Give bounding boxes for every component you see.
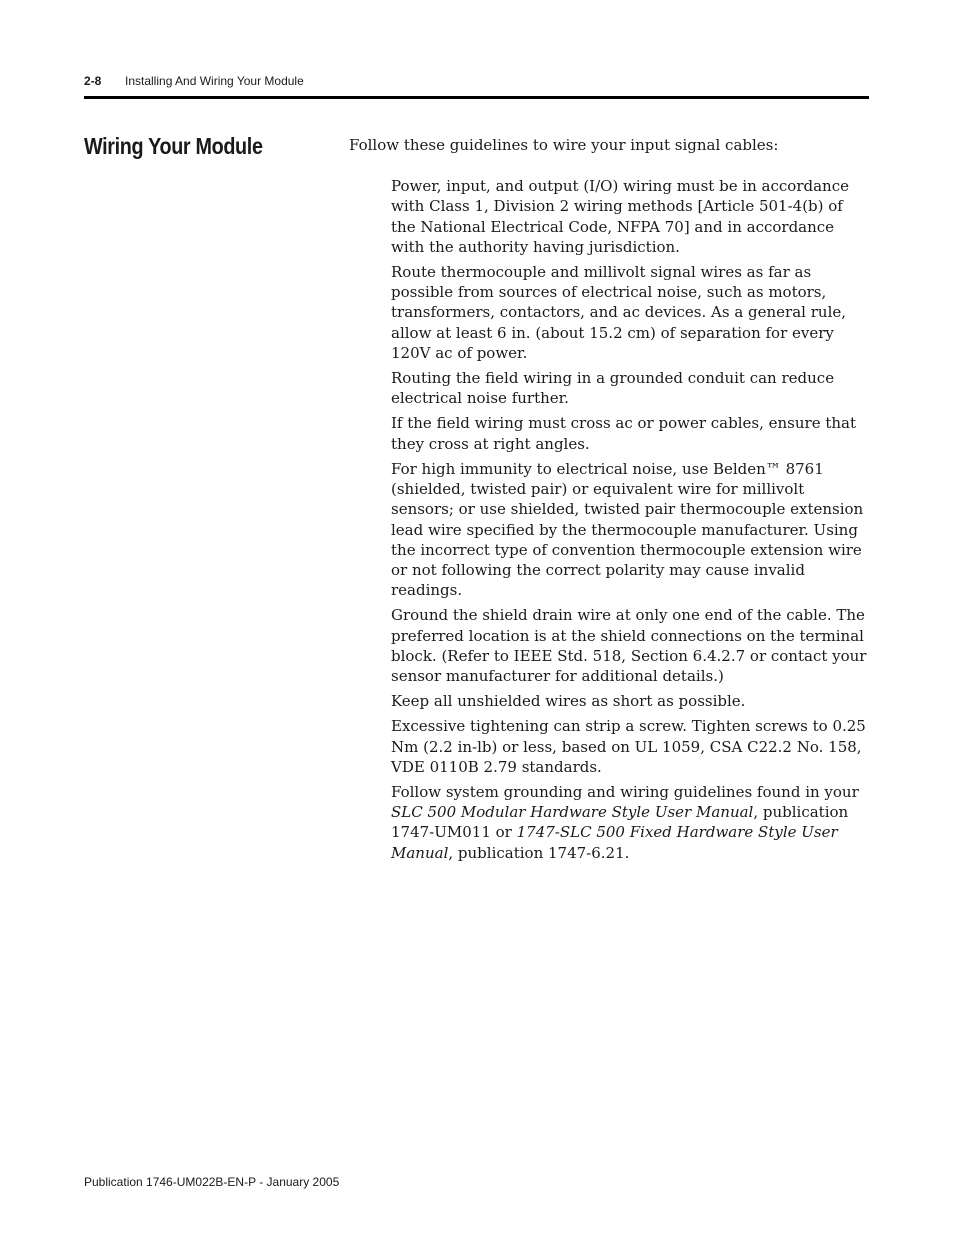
guideline-text: , publication 1747-6.21. bbox=[448, 843, 630, 862]
guideline-item: If the field wiring must cross ac or power cables, ensure that they cross at right angles. bbox=[391, 414, 856, 453]
guideline-item: For high immunity to electrical noise, use Belden™ 8761 (shielded, twisted pair) or equivalent wire for millivolt sensors; or use shielded, twisted pair thermocouple extension lead wire specified by the thermocouple manufacturer. Using the incorrect type of convention thermocouple extension wire or not following the correct polarity may cause invalid readings. bbox=[391, 459, 864, 600]
page-number: 2-8 bbox=[84, 74, 102, 88]
guideline-list bbox=[391, 176, 869, 868]
running-header bbox=[84, 74, 304, 88]
section-title: Wiring Your Module bbox=[84, 133, 263, 159]
header-rule bbox=[84, 96, 869, 99]
guideline-item-manuals bbox=[391, 782, 869, 863]
section-intro: Follow these guidelines to wire your input signal cables: bbox=[349, 136, 779, 154]
guideline-item: Routing the field wiring in a grounded conduit can reduce electrical noise further. bbox=[391, 369, 835, 408]
publication-footer: Publication 1746-UM022B-EN-P - January 2005 bbox=[84, 1175, 340, 1189]
guideline-item: Ground the shield drain wire at only one end of the cable. The preferred location is at the shield connections on the terminal block. (Refer to IEEE Std. 518, Section 6.4.2.7 or contact your sensor manufacturer for additional details.) bbox=[391, 606, 867, 686]
guideline-text: Follow system grounding and wiring guidelines found in your bbox=[391, 782, 859, 801]
running-title: Installing And Wiring Your Module bbox=[125, 74, 304, 88]
manual-title: 1747-SLC 500 Fixed Hardware Style User Manual bbox=[391, 823, 838, 862]
guideline-text: , publication 1747-UM011 or bbox=[391, 803, 849, 842]
guideline-item: Route thermocouple and millivolt signal wires as far as possible from sources of electrical noise, such as motors, transformers, contactors, and ac devices. As a general rule, allow at least 6 in. (about 15.2 cm) of separation for every 120V ac of power. bbox=[391, 262, 847, 363]
manual-title: SLC 500 Modular Hardware Style User Manual bbox=[391, 803, 754, 822]
guideline-item: Keep all unshielded wires as short as possible. bbox=[391, 692, 746, 711]
guideline-item: Power, input, and output (I/O) wiring must be in accordance with Class 1, Division 2 wiring methods [Article 501-4(b) of the National Electrical Code, NFPA 70] and in accordance with the authority having jurisdiction. bbox=[391, 177, 849, 256]
guideline-item: Excessive tightening can strip a screw. Tighten screws to 0.25 Nm (2.2 in-lb) or less, based on UL 1059, CSA C22.2 No. 158, VDE 0110B 2.79 standards. bbox=[391, 717, 866, 776]
